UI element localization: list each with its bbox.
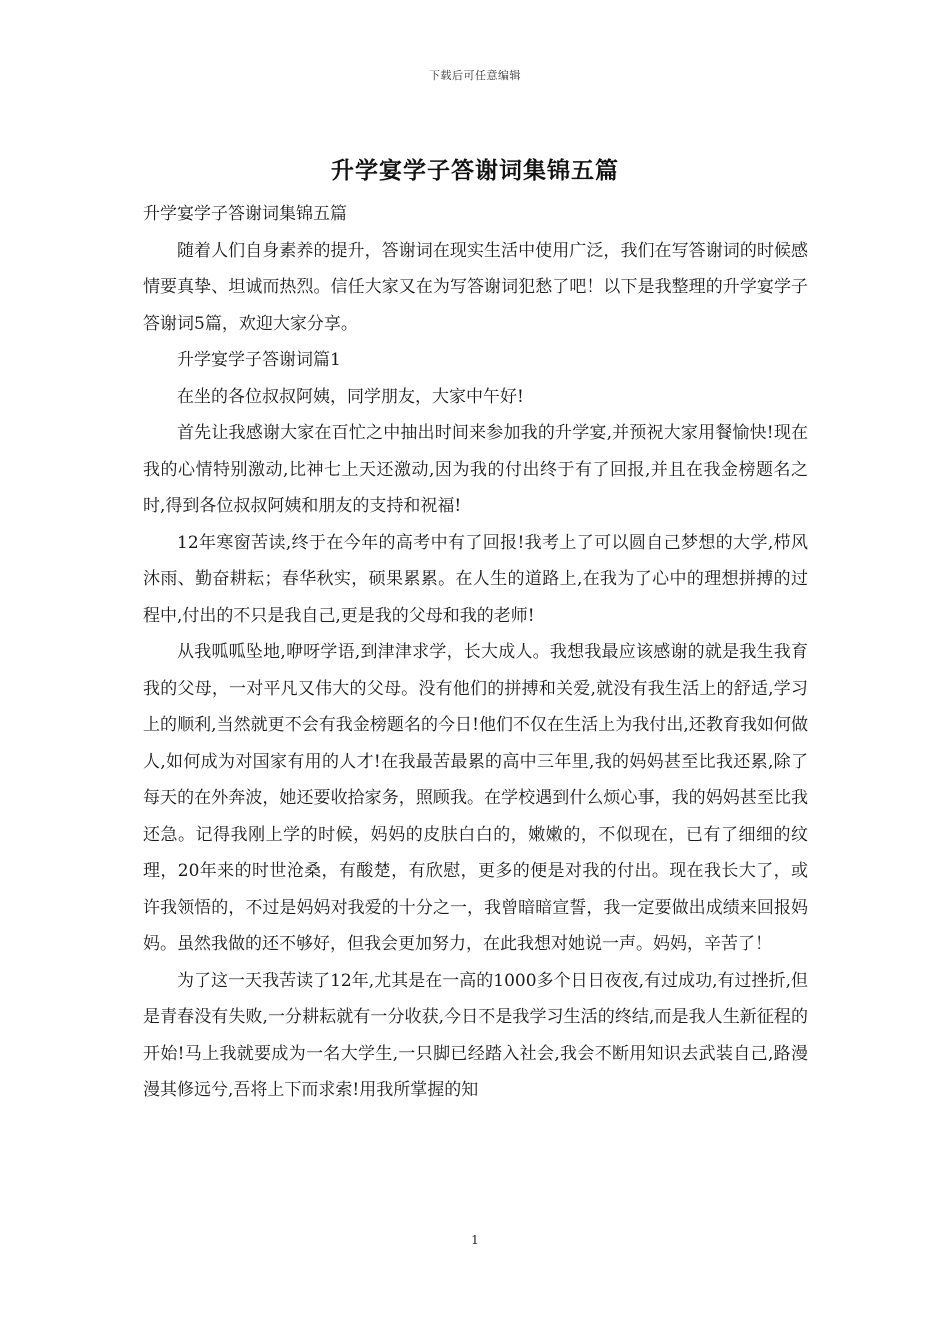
page-number: 1 <box>471 1233 479 1247</box>
subtitle-line: 升学宴学子答谢词集锦五篇 <box>143 204 347 224</box>
document-body <box>143 196 808 1109</box>
intro-paragraph: 随着人们自身素养的提升，答谢词在现实生活中使用广泛，我们在写答谢词的时候感情要真挚、坦诚而热烈。信任大家又在为写答谢词犯愁了吧！以下是我整理的升学宴学子答谢词5篇，欢迎大家分享。 <box>143 240 808 334</box>
greeting-paragraph: 在坐的各位叔叔阿姨，同学朋友，大家中午好! <box>177 386 524 407</box>
body-paragraph: 从我呱呱坠地,咿呀学语,到津津求学，长大成人。我想我最应该感谢的就是我生我育我的父母，一对平凡又伟大的父母。没有他们的拼搏和关爱,就没有我生活上的舒适,学习上的顺利,当然就更不会有我金榜题名的今日!他们不仅在生活上为我付出,还教育我如何做人,如何成为对国家有用的人才!在我最苦最累的高中三年里,我的妈妈甚至比我还累,除了每天的在外奔波，她还要收拾家务，照顾我。在学校遇到什么烦心事，我的妈妈甚至比我还急。记得我刚上学的时候，妈妈的皮肤白白的，嫩嫩的，不似现在，已有了细细的纹理，20年来的时世沧桑，有酸楚，有欣慰，更多的便是对我的付出。现在我长大了，或许我领悟的，不过是妈妈对我爱的十分之一，我曾暗暗宣誓，我一定要做出成绩来回报妈妈。虽然我做的还不够好，但我会更加努力，在此我想对她说一声。妈妈，辛苦了！ <box>143 642 808 954</box>
body-paragraph: 为了这一天我苦读了12年,尤其是在一高的1000多个日日夜夜,有过成功,有过挫折,但是青春没有失败,一分耕耘就有一分收获,今日不是我学习生活的终结,而是我人生新征程的开始!马上我就要成为一名大学生,一只脚已经踏入社会,我会不断用知识去武装自己,路漫漫其修远兮,吾将上下而求索!用我所掌握的知 <box>143 970 808 1100</box>
body-paragraph: 首先让我感谢大家在百忙之中抽出时间来参加我的升学宴,并预祝大家用餐愉快!现在我的心情特别激动,比神七上天还激动,因为我的付出终于有了回报,并且在我金榜题名之时,得到各位叔叔阿姨和朋友的支持和祝福! <box>143 423 808 516</box>
section-heading: 升学宴学子答谢词篇1 <box>177 350 341 370</box>
document-title: 升学宴学子答谢词集锦五篇 <box>331 157 619 184</box>
header-note: 下载后可任意编辑 <box>429 69 521 82</box>
body-paragraph: 12年寒窗苦读,终于在今年的高考中有了回报!我考上了可以圆自己梦想的大学,栉风沐雨、勤奋耕耘；春华秋实，硕果累累。在人生的道路上,在我为了心中的理想拼搏的过程中,付出的不只是我自己,更是我的父母和我的老师! <box>143 532 808 626</box>
